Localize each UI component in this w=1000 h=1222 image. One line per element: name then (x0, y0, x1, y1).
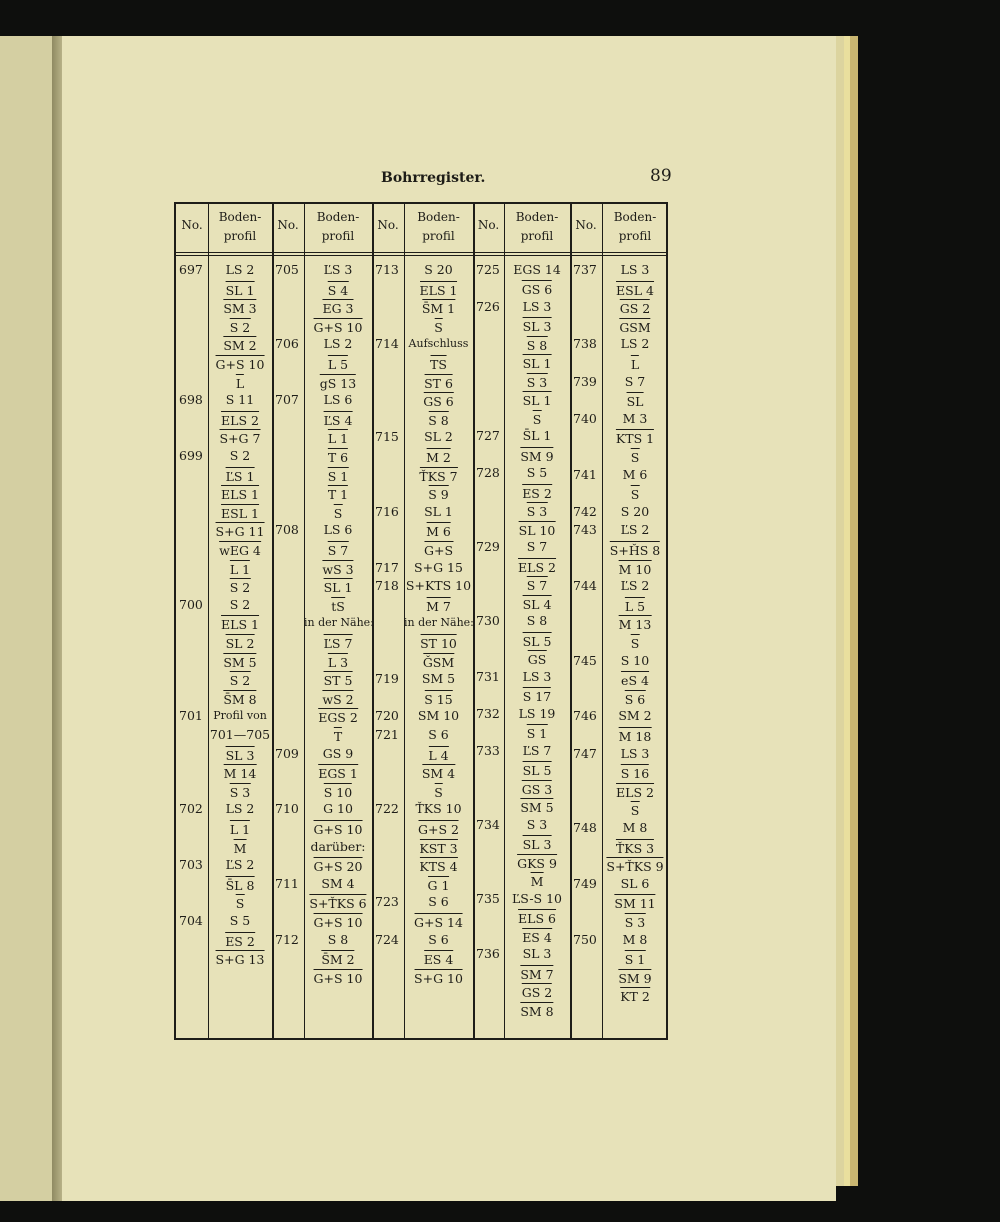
soil-profile-line: SL 2 (424, 429, 453, 445)
soil-profile-line: SL 5 (522, 633, 552, 649)
soil-profile-line: in der Nähe: (304, 616, 374, 630)
entry-number: 744 (573, 578, 597, 594)
soil-profile-line: SL 3 (522, 837, 552, 853)
soil-profile-line: S 3 (526, 816, 548, 832)
soil-profile-line: LS 3 (620, 262, 650, 277)
soil-profile-line: GS 9 (322, 745, 354, 761)
soil-profile-line: S̄L 1 (522, 428, 552, 444)
soil-profile-line: S 11 (225, 392, 255, 408)
soil-profile-line: ĽS 3 (323, 262, 353, 277)
soil-profile-line: wEG 4 (219, 543, 261, 558)
soil-profile-line: S 6 (428, 727, 449, 742)
entry-number: 729 (476, 539, 500, 555)
entry-number: 746 (573, 708, 597, 724)
soil-profile-line: S 3 (526, 374, 548, 390)
soil-profile-line: S̄L 8 (225, 877, 255, 893)
entry-number: 710 (275, 801, 299, 817)
soil-profile-line: S 20 (620, 503, 650, 519)
soil-profile-line: ES 2 (225, 933, 255, 949)
page-edge (836, 36, 844, 1186)
soil-profile-line: S 2 (229, 673, 251, 689)
soil-profile-line: in der Nähe: (404, 616, 474, 630)
soil-profile-line: KTS 1 (615, 431, 655, 447)
soil-profile-line: GSM (619, 319, 651, 335)
entry-number: 726 (476, 298, 500, 314)
soil-profile-line: G+S 14 (414, 915, 463, 930)
soil-profile-line: EGS 14 (513, 262, 561, 277)
soil-profile-line: ŤKS 10 (415, 801, 462, 817)
soil-profile-line: M (530, 874, 544, 890)
soil-profile-line: G+S 10 (215, 357, 265, 372)
entry-number: 712 (275, 931, 299, 947)
entry-number: 750 (573, 931, 597, 947)
entry-number: 742 (573, 503, 597, 519)
soil-profile-line: S (630, 636, 640, 651)
soil-profile-line: ELS 6 (518, 911, 556, 927)
soil-profile-line: wS 2 (322, 691, 354, 707)
soil-profile-line: ĽS 7 (522, 742, 552, 758)
entry-number: 727 (476, 428, 500, 444)
bohrregister-table (174, 202, 668, 1040)
entry-number: 700 (179, 596, 203, 612)
soil-profile-line: GS 2 (521, 985, 553, 1001)
group-rule (570, 204, 572, 1038)
soil-profile-line: L 4 (428, 747, 449, 763)
soil-profile-line: M 3 (622, 410, 648, 426)
soil-profile-line: S 2 (229, 448, 251, 463)
entry-number: 721 (375, 727, 399, 742)
soil-profile-line: S 7 (624, 373, 646, 389)
soil-profile-line: darüber: (310, 838, 366, 854)
entry-number: 709 (275, 745, 299, 761)
soil-profile-line: G 10 (323, 801, 353, 817)
soil-profile-line: SL 3 (225, 747, 255, 763)
soil-profile-line: SM 5 (421, 671, 456, 687)
soil-profile-line: M 7 (426, 598, 451, 614)
entry-number: 725 (476, 262, 500, 277)
soil-profile-line: LS 6 (323, 392, 353, 408)
page-edge (850, 36, 858, 1186)
soil-profile-line: S (630, 450, 640, 465)
soil-profile-line: ĽS 1 (225, 468, 255, 484)
soil-profile-line: S 9 (428, 487, 449, 503)
soil-profile-line: SM 10 (417, 708, 460, 724)
soil-profile-line: SL 6 (620, 875, 650, 891)
soil-profile-line: S 7 (526, 578, 548, 594)
entry-number: 734 (476, 816, 500, 832)
soil-profile-line: L (235, 375, 245, 391)
entry-number: 724 (375, 931, 399, 947)
soil-profile-line: Profil von (213, 709, 267, 723)
soil-profile-line: ESL 4 (616, 282, 654, 298)
entry-number: 719 (375, 671, 399, 687)
soil-profile-line: SM 8 (520, 1003, 554, 1019)
entry-number: 743 (573, 522, 597, 538)
entry-number: 716 (375, 503, 399, 519)
soil-profile-line: S+KTS 10 (405, 578, 472, 594)
entry-number: 738 (573, 336, 597, 352)
soil-profile-line: LS 2 (225, 801, 255, 817)
soil-profile-line: GKS 9 (517, 855, 557, 871)
soil-profile-line: LS 3 (522, 298, 552, 314)
soil-profile-line: SL 1 (323, 580, 353, 596)
soil-profile-line: S 1 (526, 726, 548, 742)
entry-number: 714 (375, 336, 399, 352)
soil-profile-line: ĽS 2 (225, 857, 255, 873)
entry-number: 697 (179, 262, 203, 277)
soil-profile-line: S+G 13 (215, 952, 265, 968)
soil-profile-line: L 1 (327, 431, 349, 447)
entry-number: 701 (179, 708, 203, 724)
soil-profile-line: SM 2 (223, 338, 257, 354)
soil-profile-line: L 5 (327, 357, 349, 372)
soil-profile-line: gS 13 (319, 375, 357, 391)
soil-profile-line: L (630, 357, 640, 372)
soil-profile-line: LS 2 (225, 262, 255, 277)
left-page-edge (0, 36, 52, 1201)
soil-profile-line: ELS 2 (221, 412, 259, 428)
soil-profile-line: S 8 (327, 931, 349, 947)
column-header-no: No. (181, 218, 203, 232)
soil-profile-line: ST 10 (420, 636, 457, 651)
group-rule (272, 204, 274, 1038)
soil-profile-line: SL 3 (522, 946, 552, 962)
soil-profile-line: KST 3 (419, 840, 458, 856)
soil-profile-line: GS 3 (521, 781, 553, 797)
column-header-bodenprofil: Boden- profil (417, 210, 460, 243)
soil-profile-line: ST 6 (424, 375, 453, 391)
soil-profile-line: S 6 (428, 931, 449, 947)
soil-profile-line: ĽS 7 (323, 636, 353, 651)
entry-number: 708 (275, 522, 299, 538)
entry-number: 733 (476, 742, 500, 758)
soil-profile-line: Aufschluss (408, 337, 469, 351)
soil-profile-line: S 1 (327, 468, 349, 484)
soil-profile-line: KTS 4 (419, 859, 458, 875)
soil-profile-line: S 5 (229, 913, 251, 928)
soil-profile-line: S̄M 1 (421, 301, 456, 317)
entry-number: 699 (179, 448, 203, 463)
soil-profile-line: S 15 (424, 691, 453, 707)
soil-profile-line: S 2 (229, 319, 251, 335)
entry-number: 702 (179, 801, 203, 817)
entry-number: 737 (573, 262, 597, 277)
entry-number: 722 (375, 801, 399, 817)
soil-profile-line: GS 6 (521, 282, 553, 298)
soil-profile-line: G+S 10 (313, 822, 363, 837)
soil-profile-line: EG 3 (322, 301, 354, 317)
soil-profile-line: S 6 (428, 894, 449, 910)
entry-number: 717 (375, 559, 399, 575)
soil-profile-line: SL 1 (424, 503, 453, 519)
soil-profile-line: SM 2 (618, 708, 652, 724)
soil-profile-line: ĽS 2 (620, 522, 650, 538)
entry-number: 749 (573, 875, 597, 891)
soil-profile-line: SM 4 (321, 875, 355, 891)
soil-profile-line: GS (527, 652, 547, 668)
soil-profile-line: ĽS 4 (323, 412, 353, 428)
entry-number: 705 (275, 262, 299, 277)
soil-profile-line: LS 3 (620, 745, 650, 761)
soil-profile-line: S̄M 8 (223, 691, 257, 707)
soil-profile-line: ST 5 (323, 673, 353, 689)
soil-profile-line: T (333, 729, 343, 744)
soil-profile-line: TS (430, 357, 447, 372)
soil-profile-line: SM 7 (520, 966, 554, 982)
soil-profile-line: ŤKS 3 (615, 840, 655, 856)
soil-profile-line: M 18 (618, 729, 652, 744)
soil-profile-line: S+ȞS 8 (609, 543, 661, 558)
soil-profile-line: T 1 (327, 487, 349, 503)
soil-profile-line: SM 11 (614, 896, 656, 912)
soil-profile-line: S 4 (327, 282, 349, 298)
soil-profile-line: L 1 (229, 822, 251, 837)
soil-profile-line: M 6 (622, 466, 648, 482)
soil-profile-line: LS 2 (323, 336, 353, 352)
soil-profile-line: M (233, 840, 247, 856)
soil-profile-line: SL 1 (522, 356, 552, 372)
soil-profile-line: M 2 (426, 450, 451, 465)
soil-profile-line: S 8 (526, 337, 548, 353)
soil-profile-line: SM 9 (618, 970, 652, 986)
soil-profile-line: G+S 2 (418, 822, 459, 837)
soil-profile-line: SL (626, 394, 644, 410)
entry-number: 698 (179, 392, 203, 408)
soil-profile-line: SL 1 (522, 393, 552, 409)
soil-profile-line: M 14 (223, 766, 257, 782)
soil-profile-line: S 10 (620, 652, 650, 668)
soil-profile-line: EGS 2 (318, 710, 358, 726)
soil-profile-line: SL 1 (225, 282, 255, 298)
soil-profile-line: S 1 (624, 952, 646, 968)
soil-profile-line: S 6 (624, 691, 646, 707)
soil-profile-line: S+ŤKS 9 (606, 859, 664, 875)
soil-profile-line: G+S 10 (313, 970, 363, 986)
soil-profile-line: ELS 1 (419, 282, 458, 298)
soil-profile-line: SL 5 (522, 763, 552, 779)
soil-profile-line: S 3 (526, 504, 548, 520)
soil-profile-line: M 8 (622, 820, 648, 835)
soil-profile-line: S (235, 896, 245, 912)
soil-profile-line: M 13 (618, 617, 652, 633)
soil-profile-line: KT 2 (620, 989, 650, 1005)
soil-profile-line: LS 6 (323, 522, 353, 538)
soil-profile-line: SL 3 (522, 319, 552, 335)
soil-profile-line: G 1 (427, 877, 450, 893)
header-rule (176, 255, 666, 256)
soil-profile-line: ĽS-S 10 (512, 890, 562, 906)
soil-profile-line: S+G 10 (414, 970, 463, 986)
soil-profile-line: SL 10 (518, 522, 556, 538)
soil-profile-line: S (630, 803, 640, 819)
soil-profile-line: S 5 (526, 465, 548, 481)
entry-number: 713 (375, 262, 399, 277)
soil-profile-line: ŤKS 7 (419, 468, 458, 484)
column-header-bodenprofil: Boden- profil (613, 210, 657, 243)
entry-number: 706 (275, 336, 299, 352)
soil-profile-line: S 3 (229, 784, 251, 800)
soil-profile-line: S 2 (229, 580, 251, 596)
soil-profile-line: ESL 1 (221, 505, 259, 521)
entry-number: 703 (179, 857, 203, 873)
soil-profile-line: M 10 (618, 561, 652, 577)
soil-profile-line: S (630, 487, 640, 503)
soil-profile-line: ELS 2 (518, 559, 556, 575)
entry-number: 720 (375, 708, 399, 724)
soil-profile-line: tS (331, 598, 345, 614)
soil-profile-line: S 20 (424, 262, 453, 277)
column-header-bodenprofil: Boden- profil (515, 210, 559, 243)
soil-profile-line: SM 3 (223, 301, 257, 317)
entry-number: 730 (476, 613, 500, 629)
soil-profile-line: LS 2 (620, 336, 650, 352)
soil-profile-line: ELS 1 (221, 487, 259, 503)
soil-profile-line: ES 2 (522, 485, 552, 501)
soil-profile-line: SL 2 (225, 636, 255, 651)
entry-number: 723 (375, 894, 399, 910)
soil-profile-line: S 10 (323, 784, 353, 800)
soil-profile-line: wS 3 (322, 561, 354, 577)
soil-profile-line: L 3 (327, 654, 349, 670)
entry-number: 736 (476, 946, 500, 962)
soil-profile-line: S+G 7 (219, 431, 261, 447)
soil-profile-line: S (434, 319, 443, 335)
header-rule (176, 252, 666, 253)
column-header-no: No. (277, 218, 299, 232)
entry-number: 718 (375, 578, 399, 594)
soil-profile-line: S (333, 505, 343, 521)
column-header-bodenprofil: Boden- profil (218, 210, 262, 243)
page-number: 89 (650, 166, 672, 186)
soil-profile-line: M 8 (622, 931, 648, 947)
soil-profile-line: ĽS 2 (620, 578, 650, 594)
soil-profile-line: S̄M 2 (321, 952, 355, 968)
entry-number: 707 (275, 392, 299, 408)
entry-number: 704 (179, 913, 203, 928)
soil-profile-line: SM 5 (520, 800, 554, 816)
soil-profile-line: LS 3 (522, 668, 552, 684)
soil-profile-line: S 8 (526, 613, 548, 629)
soil-profile-line: GS 6 (423, 394, 454, 410)
soil-profile-line: S+ŤKS 6 (309, 896, 367, 912)
soil-profile-line: S 8 (428, 412, 449, 428)
entry-number: 731 (476, 668, 500, 684)
soil-profile-line: ELS 2 (616, 784, 654, 800)
entry-number: 741 (573, 466, 597, 482)
entry-number: 748 (573, 820, 597, 835)
soil-profile-line: G+S 20 (313, 859, 363, 875)
entry-number: 739 (573, 373, 597, 389)
soil-profile-line: EGS 1 (318, 766, 358, 782)
soil-profile-line: G+S 10 (313, 915, 363, 930)
soil-profile-line: 701—705 (209, 727, 271, 742)
entry-number: 740 (573, 410, 597, 426)
soil-profile-line: S 17 (522, 689, 552, 705)
soil-profile-line: S 7 (327, 543, 349, 558)
soil-profile-line: M 6 (426, 524, 451, 540)
soil-profile-line: GS 2 (619, 301, 651, 317)
soil-profile-line: T 6 (327, 450, 349, 465)
soil-profile-line: L 5 (624, 598, 646, 614)
soil-profile-line: G+S (423, 543, 454, 558)
soil-profile-line: S 7 (526, 539, 548, 555)
entry-number: 732 (476, 705, 500, 721)
entry-number: 715 (375, 429, 399, 445)
soil-profile-line: ES 4 (522, 929, 552, 945)
entry-number: 728 (476, 465, 500, 481)
soil-profile-line: S (532, 411, 542, 427)
soil-profile-line: ǦSM (422, 654, 455, 670)
soil-profile-line: G+S 10 (313, 319, 363, 335)
entry-number: 745 (573, 652, 597, 668)
soil-profile-line: S (434, 784, 443, 800)
entry-number: 747 (573, 745, 597, 761)
soil-profile-line: eS 4 (621, 673, 649, 689)
soil-profile-line: LS 19 (518, 705, 556, 721)
soil-profile-line: S 3 (624, 915, 646, 930)
soil-profile-line: S 2 (229, 596, 251, 612)
soil-profile-line: S+G 11 (215, 524, 265, 540)
running-title: Bohrregister. (381, 170, 486, 186)
column-header-no: No. (575, 218, 597, 232)
soil-profile-line: S 16 (620, 766, 650, 782)
soil-profile-line: L 1 (229, 561, 251, 577)
soil-profile-line: S+G 15 (414, 559, 463, 575)
column-header-no: No. (477, 218, 500, 232)
entry-number: 735 (476, 890, 500, 906)
soil-profile-line: SM 9 (520, 448, 554, 464)
soil-profile-line: SM 5 (223, 654, 257, 670)
entry-number: 711 (275, 875, 299, 891)
soil-profile-line: ELS 1 (221, 617, 259, 633)
soil-profile-line: SM 4 (421, 766, 456, 782)
column-header-no: No. (377, 218, 399, 232)
soil-profile-line: SL 4 (522, 596, 552, 612)
column-header-bodenprofil: Boden- profil (316, 210, 360, 243)
no-column-rule (602, 204, 603, 1038)
soil-profile-line: ES 4 (423, 952, 454, 968)
